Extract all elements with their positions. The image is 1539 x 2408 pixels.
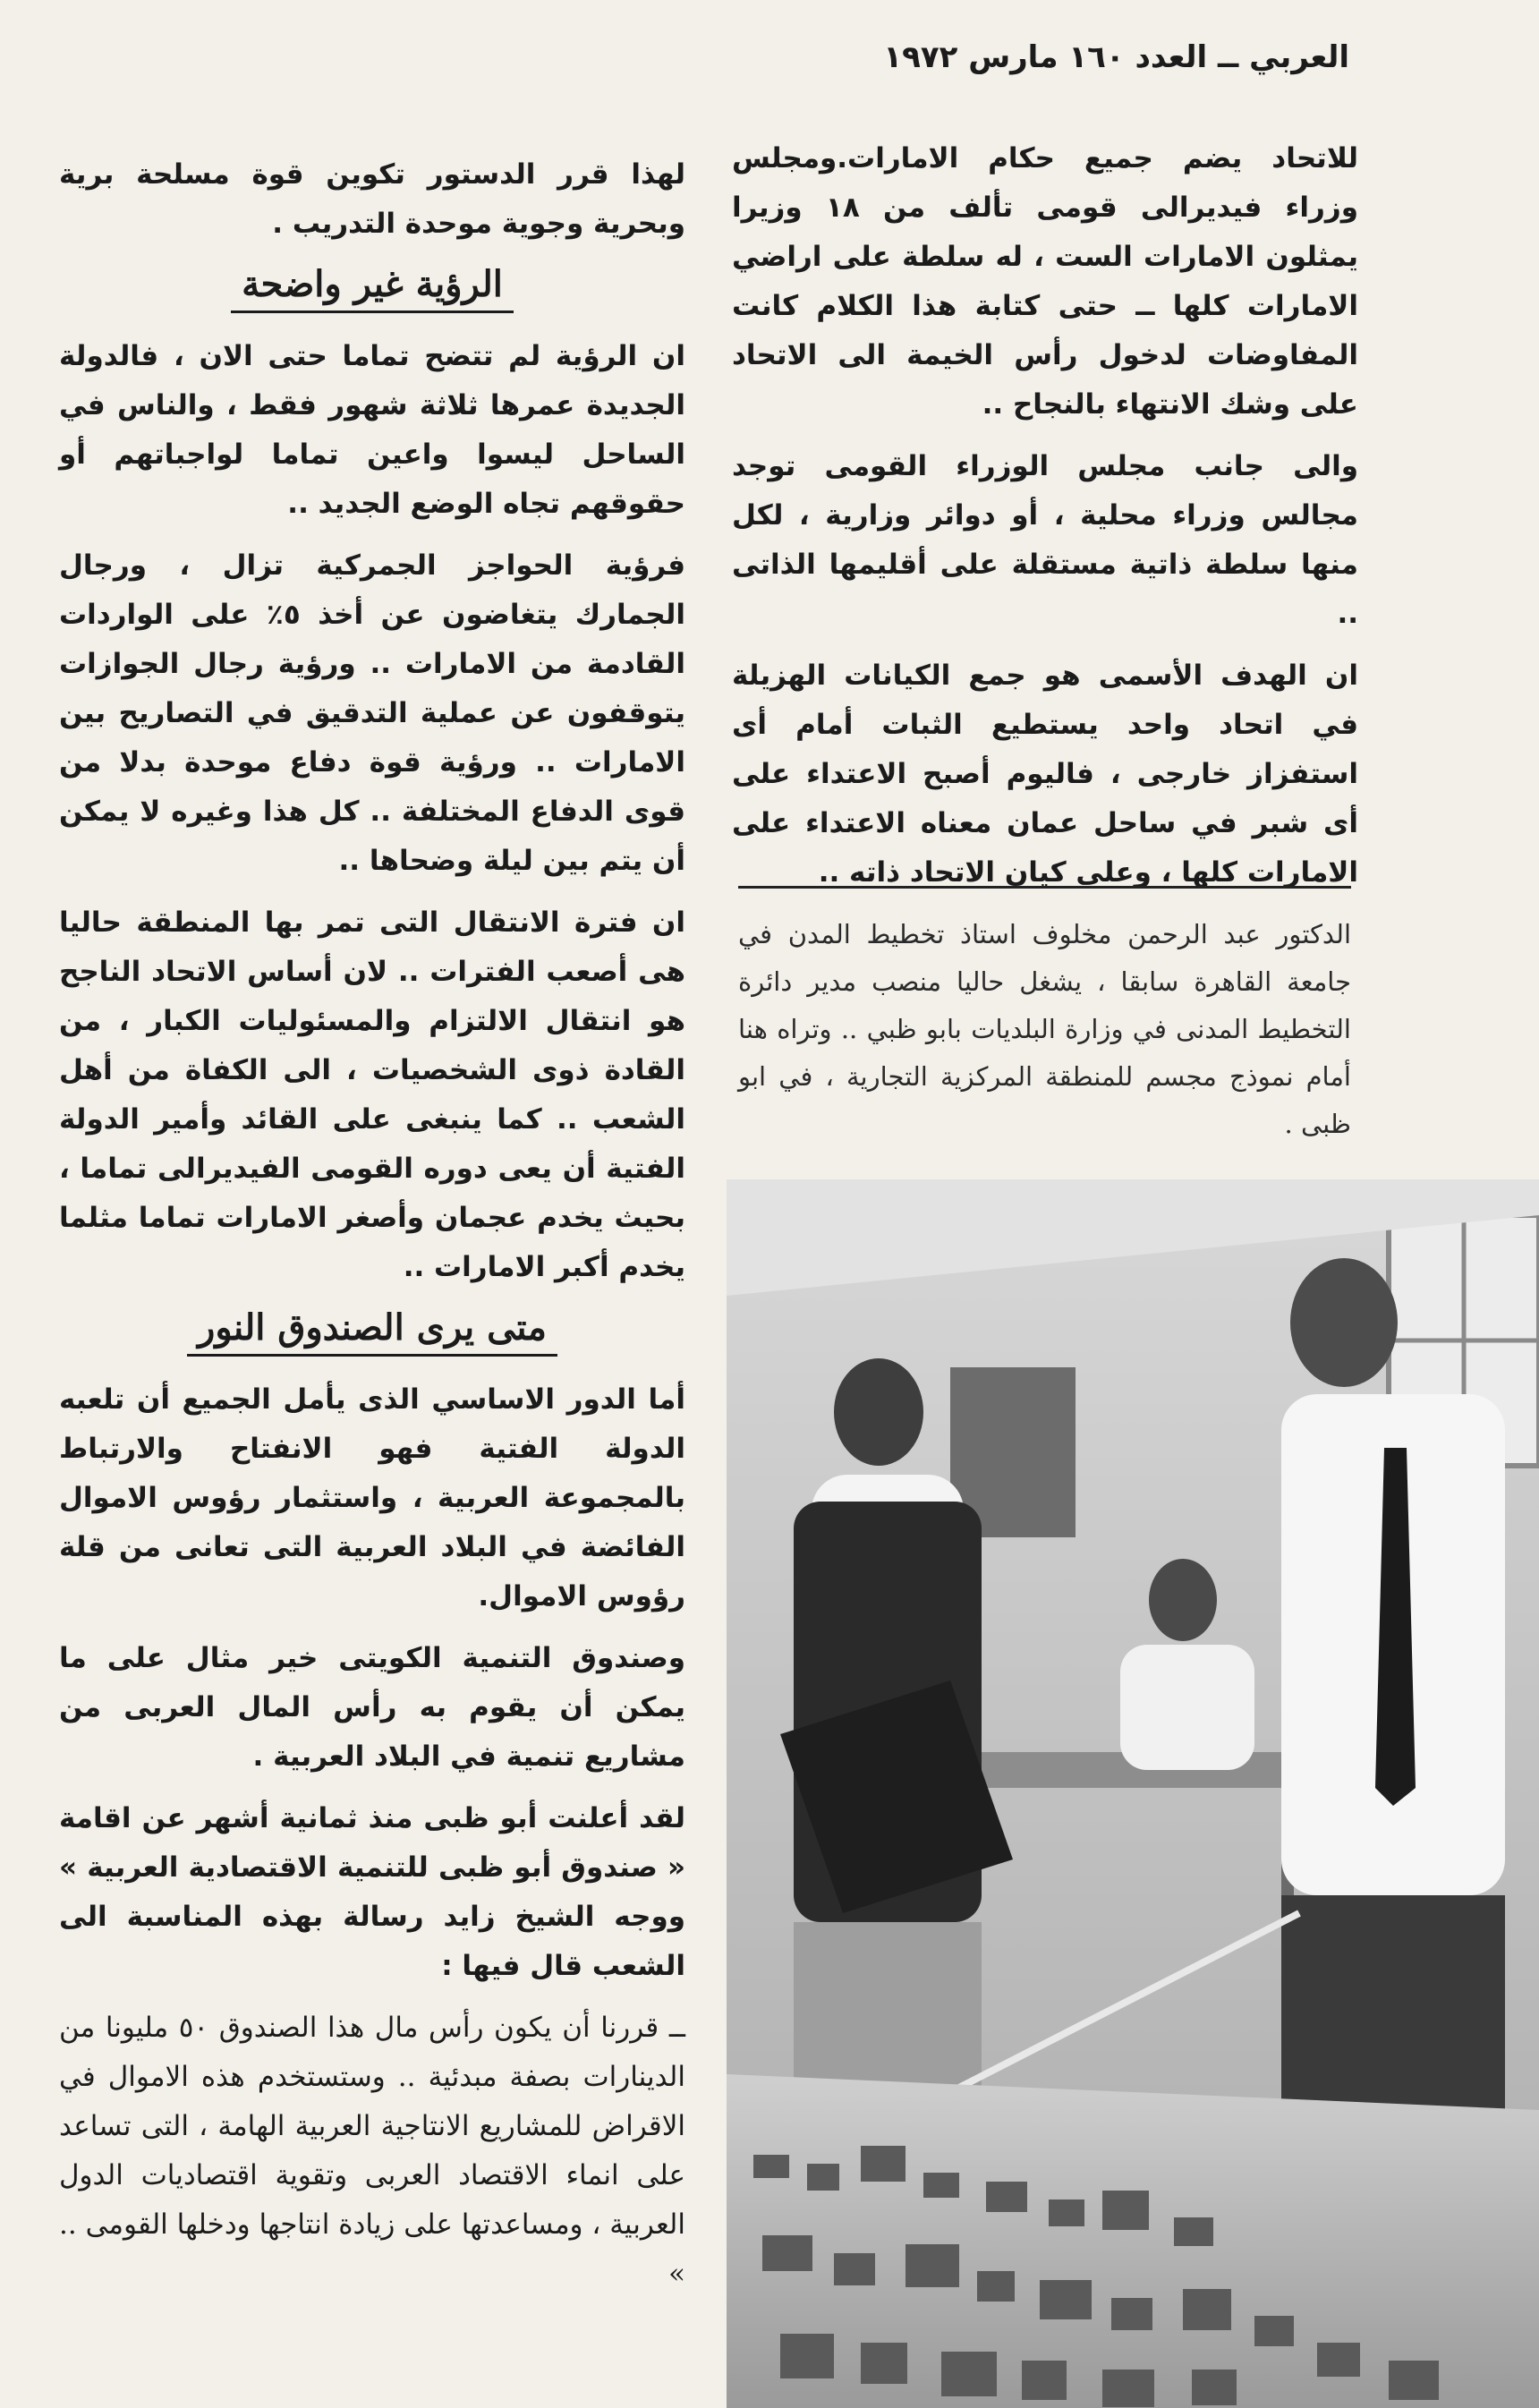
caption-divider — [738, 886, 1351, 889]
quote-paragraph: ــ قررنا أن يكون رأس مال هذا الصندوق ٥٠ مليونا من الدينارات بصفة مبدئية .. وستستخدم هذه الاموال في الاقراض للمشاريع الانتاجية العربية الهامة ، التى تساعد على انماء الاقتصاد العربى وتقوية اقتصاديات الدول العربية ، ومساعدتها على زيادة انتاجها ودخلها القومى .. » — [59, 2012, 685, 2290]
section-heading-text: متى يرى الصندوق النور — [187, 1306, 557, 1357]
paragraph: وصندوق التنمية الكويتى خير مثال على ما يمكن أن يقوم به رأس المال العربى من مشاريع تنمية في البلاد العربية . — [59, 1642, 685, 1773]
paragraph: للاتحاد يضم جميع حكام الامارات.ومجلس وزراء فيديرالى قومى تألف من ١٨ وزيرا يمثلون الامارات الست ، له سلطة على اراضي الامارات كلها ــ حتى كتابة هذا الكلام كانت المفاوضات لدخول رأس الخيمة الى الاتحاد على وشك الانتهاء بالنجاح .. — [732, 142, 1358, 421]
photograph-planners-with-city-model-icon — [727, 1179, 1539, 2408]
paragraph: لقد أعلنت أبو ظبى منذ ثمانية أشهر عن اقامة « صندوق أبو ظبى للتنمية الاقتصادية العربية » ووجه الشيخ زايد رسالة بهذه المناسبة الى الشعب قال فيها : — [59, 1802, 685, 1982]
paragraph: أما الدور الاساسي الذى يأمل الجميع أن تلعبه الدولة الفتية فهو الانفتاح والارتباط بالمجموعة العربية ، واستثمار رؤوس الاموال الفائضة في البلاد العربية التى تعانى من قلة رؤوس الاموال. — [59, 1383, 685, 1612]
photo-caption: الدكتور عبد الرحمن مخلوف استاذ تخطيط المدن في جامعة القاهرة سابقا ، يشغل حاليا منصب مدير دائرة التخطيط المدنى في وزارة البلديات بابو ظبي .. وتراه هنا أمام نموذج مجسم للمنطقة المركزية التجارية ، في ابو ظبى . — [738, 919, 1351, 1139]
paragraph: ان فترة الانتقال التى تمر بها المنطقة حاليا هى أصعب الفترات .. لان أساس الاتحاد الناجح هو انتقال الالتزام والمسئوليات الكبار ، من القادة ذوى الشخصيات ، الى الكفاة من أهل الشعب .. كما ينبغى على القائد وأمير الدولة الفتية أن يعى دوره القومى الفيديرالى تماما ، بحيث يخدم عجمان وأصغر الامارات تماما مثلما يخدم أكبر الامارات .. — [59, 906, 685, 1283]
paragraph: ان الرؤية لم تتضح تماما حتى الان ، فالدولة الجديدة عمرها ثلاثة شهور فقط ، والناس في الساحل ليسوا واعين تماما لواجباتهم أو حقوقهم تجاه الوضع الجديد .. — [59, 340, 685, 520]
paragraph: لهذا قرر الدستور تكوين قوة مسلحة برية وبحرية وجوية موحدة التدريب . — [59, 158, 685, 240]
paragraph: فرؤية الحواجز الجمركية تزال ، ورجال الجمارك يتغاضون عن أخذ ٥٪ على الواردات القادمة من الامارات .. ورؤية رجال الجوازات يتوقفون عن عملية التدقيق في التصاريح بين الامارات .. ورؤية قوة دفاع موحدة بدلا من قوى الدفاع المختلفة .. كل هذا وغيره لا يمكن أن يتم بين ليلة وضحاها .. — [59, 549, 685, 877]
section-heading — [59, 263, 685, 305]
photograph — [727, 1179, 1539, 2408]
right-column — [732, 134, 1358, 910]
section-heading — [59, 1306, 685, 1349]
section-heading-text: الرؤية غير واضحة — [231, 263, 514, 313]
paragraph: ان الهدف الأسمى هو جمع الكيانات الهزيلة في اتحاد واحد يستطيع الثبات أمام أى استفزاز خارجى ، فاليوم أصبح الاعتداء على أى شبر في ساحل عمان معناه الاعتداء على الامارات كلها ، وعلى كيان الاتحاد ذاته .. — [732, 659, 1358, 889]
left-column — [59, 150, 685, 2311]
page-header: العربي ــ العدد ١٦٠ مارس ١٩٧٢ — [883, 39, 1349, 75]
paragraph: والى جانب مجلس الوزراء القومى توجد مجالس وزراء محلية ، أو دوائر وزارية ، لكل منها سلطة ذاتية مستقلة على أقليمها الذاتى .. — [732, 450, 1358, 630]
